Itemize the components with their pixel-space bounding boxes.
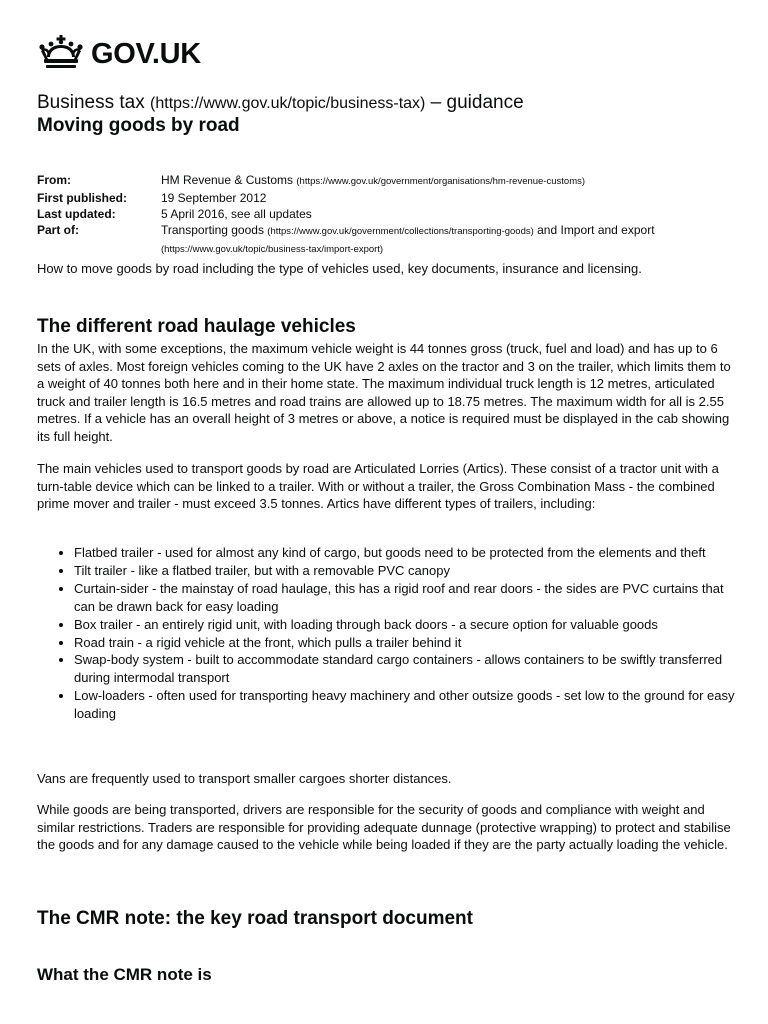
list-item: • Road train - a rigid vehicle at the front, which pulls a trailer behind it [74, 634, 737, 652]
meta-from-value [161, 172, 737, 190]
page-title: Moving goods by road [37, 115, 240, 136]
breadcrumb [37, 92, 524, 114]
paragraph-artics: The main vehicles used to transport goods by road are Articulated Lorries (Artics). These consist of a tractor unit with a turn-table device which can be linked to a trailer. With or without a trailer, the Gross Combination Mass - the combined prime mover and trailer - must exceed 3.5 tonnes. Artics have different types of trailers, including: [37, 461, 719, 512]
meta-published-label: First published: [37, 191, 127, 205]
trailer-types-list [37, 544, 737, 723]
subheading-what-cmr-is: What the CMR note is [37, 965, 212, 984]
page-summary: How to move goods by road including the type of vehicles used, key documents, insurance and licensing. [37, 261, 642, 276]
meta-updated-value[interactable]: 5 April 2016, see all updates [161, 207, 312, 221]
paragraph-responsibilities: While goods are being transported, drivers are responsible for the security of goods and compliance with weight and similar restrictions. Traders are responsible for providing adequate dunnage (protective wrapping) to protect and stabilise the goods and for any damage caused to the vehicle while being loaded if they are the party actually loading the vehicle. [37, 802, 731, 853]
list-item: • Swap-body system - built to accommodate standard cargo containers - allows containers to be swiftly transferred during intermodal transport [74, 651, 737, 687]
breadcrumb-topic-link[interactable]: Business tax [37, 92, 145, 113]
meta-row-from [37, 172, 737, 190]
section-heading-vehicles: The different road haulage vehicles [37, 316, 356, 337]
govuk-logo-text[interactable]: GOV.UK [91, 37, 201, 70]
meta-row-published [37, 190, 737, 206]
meta-row-updated [37, 206, 737, 222]
list-item: • Curtain-sider - the mainstay of road haulage, this has a rigid roof and rear doors - the sides are PVC curtains that can be drawn back for easy loading [74, 580, 737, 616]
meta-updated-label: Last updated: [37, 207, 116, 221]
section-heading-cmr: The CMR note: the key road transport document [37, 908, 473, 929]
paragraph-vehicle-limits: In the UK, with some exceptions, the maximum vehicle weight is 44 tonnes gross (truck, fuel and load) and has up to 6 sets of axles. Most foreign vehicles coming to the UK have 2 axles on the tractor and 3 on the trailer, which limits them to a weight of 40 tonnes both here and in their home state. The maximum individual truck length is 12 metres, articulated truck and trailer length is 16.5 metres and road trains are allowed up to 18.75 metres. The maximum width for all is 2.55 metres. If a vehicle has an overall height of 3 metres or above, a notice is required must be displayed in the cab showing its full height. [37, 341, 731, 444]
crown-icon [37, 35, 85, 73]
meta-partof-url2: (https://www.gov.uk/topic/business-tax/import-export) [161, 244, 384, 255]
meta-row-partof [37, 222, 737, 258]
govuk-header[interactable] [37, 34, 201, 74]
meta-partof-label: Part of: [37, 223, 79, 237]
meta-partof-link-transporting[interactable]: Transporting goods [161, 223, 264, 237]
list-item: • Tilt trailer - like a flatbed trailer, but with a removable PVC canopy [74, 562, 737, 580]
list-item: • Low-loaders - often used for transporting heavy machinery and other outsize goods - set low to the ground for easy loading [74, 687, 737, 723]
meta-partof-link-import-export[interactable]: and Import and export [537, 223, 655, 237]
list-item: • Flatbed trailer - used for almost any kind of cargo, but goods need to be protected from the elements and theft [74, 544, 737, 562]
meta-published-value: 19 September 2012 [161, 191, 267, 205]
breadcrumb-suffix: – guidance [430, 92, 524, 113]
metadata-block [37, 172, 737, 258]
meta-partof-value [161, 222, 737, 258]
paragraph-vans: Vans are frequently used to transport smaller cargoes shorter distances. [37, 771, 452, 786]
breadcrumb-url: (https://www.gov.uk/topic/business-tax) [150, 95, 426, 112]
meta-from-link[interactable]: HM Revenue & Customs [161, 173, 294, 187]
meta-from-url: (https://www.gov.uk/government/organisations/hm-revenue-customs) [296, 176, 586, 187]
list-item: • Box trailer - an entirely rigid unit, with loading through back doors - a secure option for valuable goods [74, 616, 737, 634]
meta-from-label: From: [37, 173, 71, 187]
meta-partof-url1: (https://www.gov.uk/government/collections/transporting-goods) [267, 226, 534, 237]
